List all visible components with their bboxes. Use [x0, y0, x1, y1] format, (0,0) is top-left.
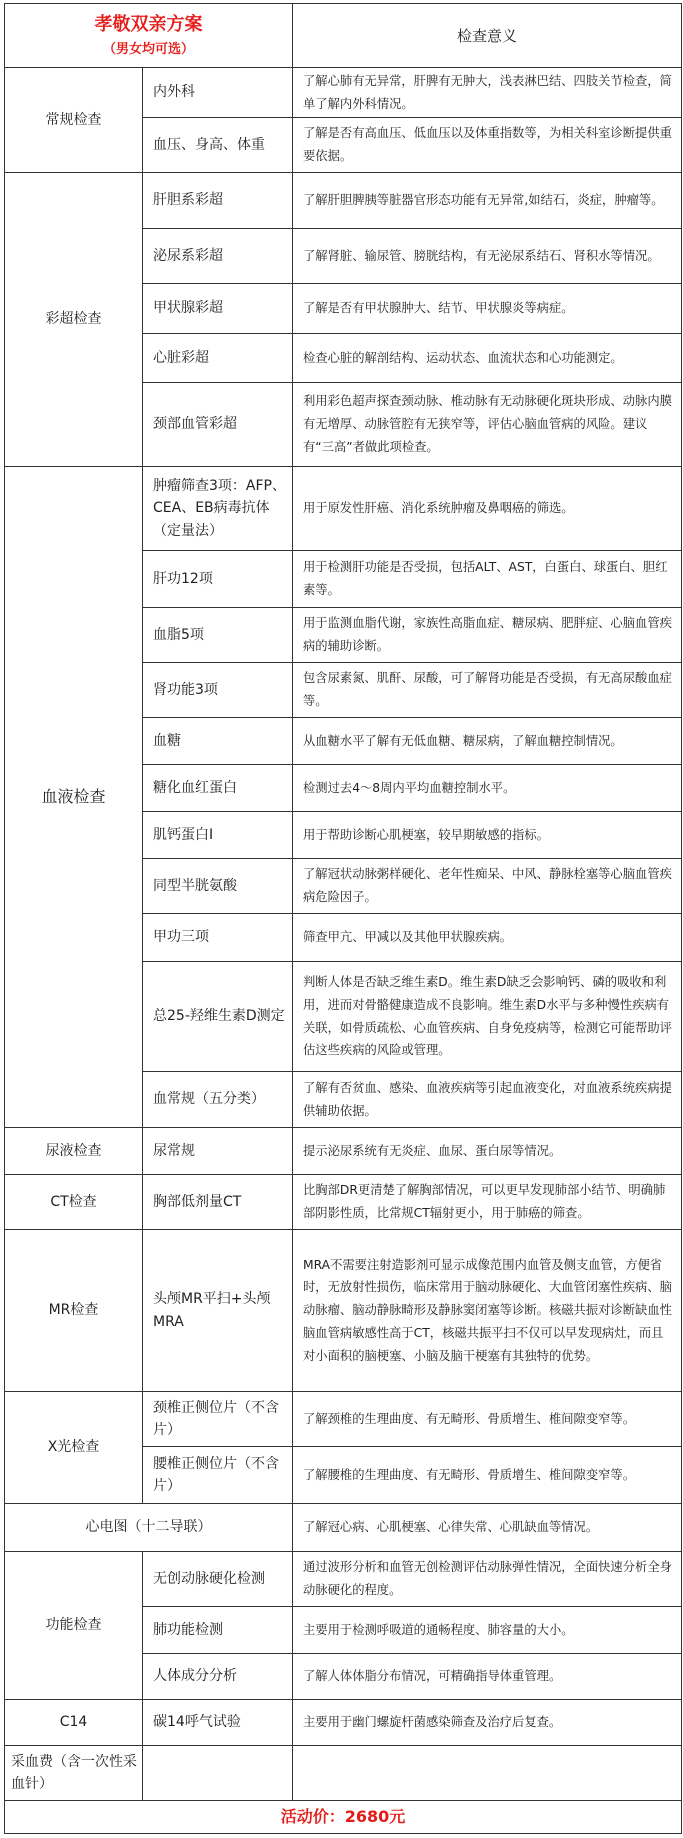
meaning-cell: 包含尿素氮、肌酐、尿酸，可了解肾功能是否受损，有无高尿酸血症等。: [293, 663, 682, 718]
category-cell: 血液检查: [5, 467, 143, 1128]
category-cell: 彩超检查: [5, 173, 143, 467]
meaning-cell: 主要用于幽门螺旋杆菌感染筛查及治疗后复查。: [293, 1700, 682, 1746]
item-cell: 肌钙蛋白I: [143, 812, 293, 859]
table-header-row: [5, 4, 682, 68]
category-cell: MR检查: [5, 1230, 143, 1392]
package-title: 孝敬双亲方案: [94, 13, 203, 35]
table-row: [5, 1128, 682, 1175]
item-cell: 同型半胱氨酸: [143, 859, 293, 914]
item-cell: 肾功能3项: [143, 663, 293, 718]
meaning-cell: 主要用于检测呼吸道的通畅程度、肺容量的大小。: [293, 1607, 682, 1654]
meaning-cell: 了解有否贫血、感染、血液疾病等引起血液变化，对血液系统疾病提供辅助依据。: [293, 1072, 682, 1128]
item-cell: 甲状腺彩超: [143, 284, 293, 334]
ecg-label-cell: 心电图（十二导联）: [5, 1504, 293, 1552]
item-cell: 血脂5项: [143, 608, 293, 663]
table-row: [5, 1746, 682, 1801]
item-cell: 糖化血红蛋白: [143, 765, 293, 812]
package-table-wrapper: [4, 3, 682, 1834]
item-cell: 颈部血管彩超: [143, 383, 293, 467]
meaning-cell: 用于监测血脂代谢，家族性高脂血症、糖尿病、肥胖症、心脑血管疾病的辅助诊断。: [293, 608, 682, 663]
item-cell: 肺功能检测: [143, 1607, 293, 1654]
table-row: [5, 1504, 682, 1552]
table-row: [5, 1392, 682, 1447]
item-cell: 血常规（五分类）: [143, 1072, 293, 1128]
item-cell: 内外科: [143, 68, 293, 118]
package-subtitle: （男女均可选）: [102, 41, 194, 57]
meaning-cell: 判断人体是否缺乏维生素D。维生素D缺乏会影响钙、磷的吸收和利用，进而对骨骼健康造成不良影响。维生素D水平与多种慢性疾病有关联，如骨质疏松、心血管疾病、自身免疫病等，检测它可能帮助评估这些疾病的风险或管理。: [293, 962, 682, 1072]
category-cell: 功能检查: [5, 1552, 143, 1700]
meaning-cell: 了解颈椎的生理曲度、有无畸形、骨质增生、椎间隙变窄等。: [293, 1392, 682, 1447]
item-cell: 肝胆系彩超: [143, 173, 293, 229]
item-cell: 胸部低剂量CT: [143, 1175, 293, 1230]
price-text: 活动价：2680元: [5, 1801, 682, 1834]
item-cell: 肿瘤筛查3项：AFP、CEA、EB病毒抗体（定量法）: [143, 467, 293, 551]
meaning-cell: 了解腰椎的生理曲度、有无畸形、骨质增生、椎间隙变窄等。: [293, 1447, 682, 1504]
meaning-cell: 了解人体体脂分布情况，可精确指导体重管理。: [293, 1654, 682, 1700]
meaning-cell: 用于原发性肝癌、消化系统肿瘤及鼻咽癌的筛选。: [293, 467, 682, 551]
meaning-cell: 了解冠心病、心肌梗塞、心律失常、心肌缺血等情况。: [293, 1504, 682, 1552]
item-cell: 腰椎正侧位片（不含片）: [143, 1447, 293, 1504]
meaning-cell: 比胸部DR更清楚了解胸部情况，可以更早发现肺部小结节、明确肺部阴影性质，比常规CT辐射更小，用于肺癌的筛查。: [293, 1175, 682, 1230]
item-cell: 颈椎正侧位片（不含片）: [143, 1392, 293, 1447]
item-cell: 甲功三项: [143, 914, 293, 962]
meaning-cell: 检查心脏的解剖结构、运动状态、血流状态和心功能测定。: [293, 334, 682, 383]
item-cell: 碳14呼气试验: [143, 1700, 293, 1746]
item-cell: 心脏彩超: [143, 334, 293, 383]
meaning-cell: 用于检测肝功能是否受损，包括ALT、AST，白蛋白、球蛋白、胆红素等。: [293, 551, 682, 608]
meaning-column-header: 检查意义: [293, 4, 682, 68]
meaning-cell: 了解肝胆脾胰等脏器官形态功能有无异常,如结石，炎症，肿瘤等。: [293, 173, 682, 229]
meaning-cell: [293, 1746, 682, 1801]
meaning-cell: MRA不需要注射造影剂可显示成像范围内血管及侧支血管，方便省时，无放射性损伤，临床常用于脑动脉硬化、大血管闭塞性疾病、脑动脉瘤、脑动静脉畸形及静脉窦闭塞等诊断。核磁共振对诊断缺血性脑血管病敏感性高于CT，核磁共振平扫不仅可以早发现病灶，而且对小面积的脑梗塞、小脑及脑干梗塞有其独特的优势。: [293, 1230, 682, 1392]
meaning-cell: 用于帮助诊断心肌梗塞，较早期敏感的指标。: [293, 812, 682, 859]
table-row: [5, 68, 682, 118]
item-cell: 尿常规: [143, 1128, 293, 1175]
category-cell: CT检查: [5, 1175, 143, 1230]
item-cell: 血糖: [143, 718, 293, 765]
table-row: [5, 1230, 682, 1392]
item-cell: 总25-羟维生素D测定: [143, 962, 293, 1072]
meaning-cell: 从血糖水平了解有无低血糖、糖尿病，了解血糖控制情况。: [293, 718, 682, 765]
category-cell: C14: [5, 1700, 143, 1746]
table-row: [5, 1175, 682, 1230]
meaning-cell: 通过波形分析和血管无创检测评估动脉弹性情况，全面快速分析全身动脉硬化的程度。: [293, 1552, 682, 1607]
meaning-cell: 检测过去4～8周内平均血糖控制水平。: [293, 765, 682, 812]
meaning-cell: 了解是否有高血压、低血压以及体重指数等，为相关科室诊断提供重要依据。: [293, 118, 682, 173]
category-cell: X光检查: [5, 1392, 143, 1504]
package-table: [4, 3, 682, 1834]
table-row: [5, 467, 682, 551]
meaning-cell: 筛查甲亢、甲减以及其他甲状腺疾病。: [293, 914, 682, 962]
blood-fee-label: 采血费（含一次性采血针）: [5, 1746, 143, 1801]
item-cell: 头颅MR平扫+头颅MRA: [143, 1230, 293, 1392]
item-cell: 血压、身高、体重: [143, 118, 293, 173]
meaning-cell: 了解肾脏、输尿管、膀胱结构，有无泌尿系结石、肾积水等情况。: [293, 229, 682, 284]
meaning-cell: 了解冠状动脉粥样硬化、老年性痴呆、中风、静脉栓塞等心脑血管疾病危险因子。: [293, 859, 682, 914]
meaning-cell: 了解心肺有无异常，肝脾有无肿大，浅表淋巴结、四肢关节检查，简单了解内外科情况。: [293, 68, 682, 118]
meaning-cell: 利用彩色超声探查颈动脉、椎动脉有无动脉硬化斑块形成、动脉内膜有无增厚、动脉管腔有无狭窄等，评估心脑血管病的风险。建议有“三高”者做此项检查。: [293, 383, 682, 467]
meaning-cell: 提示泌尿系统有无炎症、血尿、蛋白尿等情况。: [293, 1128, 682, 1175]
table-row: [5, 1552, 682, 1607]
package-title-cell: [5, 4, 293, 68]
item-cell: 泌尿系彩超: [143, 229, 293, 284]
item-cell: 无创动脉硬化检测: [143, 1552, 293, 1607]
meaning-cell: 了解是否有甲状腺肿大、结节、甲状腺炎等病症。: [293, 284, 682, 334]
item-cell: [143, 1746, 293, 1801]
table-row: [5, 173, 682, 229]
category-cell: 常规检查: [5, 68, 143, 173]
item-cell: 肝功12项: [143, 551, 293, 608]
price-row: [5, 1801, 682, 1834]
category-cell: 尿液检查: [5, 1128, 143, 1175]
table-row: [5, 1700, 682, 1746]
item-cell: 人体成分分析: [143, 1654, 293, 1700]
